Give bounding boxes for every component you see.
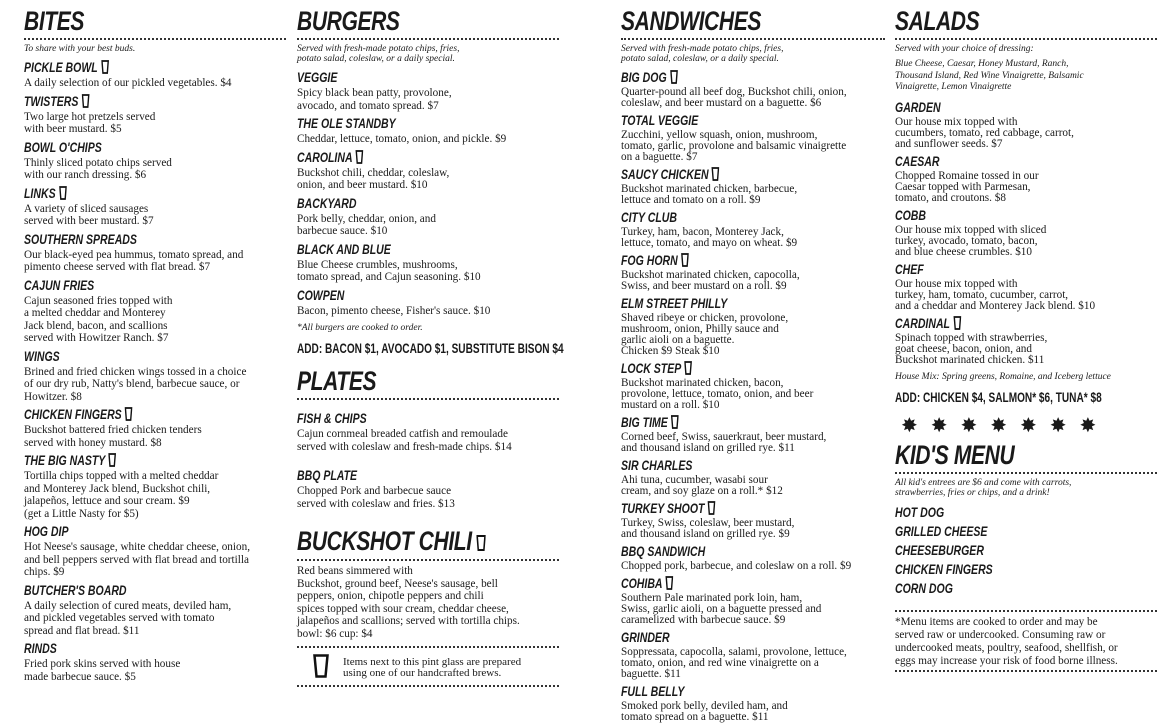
menu-item-name-text: ELM STREET PHILLY xyxy=(621,296,728,311)
menu-item-description: Buckshot marinated chicken, barbecue, lettuce and tomato on a roll. $9 xyxy=(621,183,798,206)
dotted-divider xyxy=(297,559,559,561)
menu-item-description: Buckshot battered fried chicken tenders served with honey mustard. $8 xyxy=(24,424,202,449)
menu-item-name-text: COHIBA xyxy=(621,576,663,591)
bites-tagline: To share with your best buds. xyxy=(24,44,136,54)
pint-legend xyxy=(313,654,559,681)
menu-item xyxy=(621,166,885,206)
menu-item-name xyxy=(24,524,68,539)
menu-item-name xyxy=(621,167,719,184)
menu-item-name-text: RINDS xyxy=(24,641,57,656)
menu-item xyxy=(621,414,885,454)
menu-item-name-text: BBQ SANDWICH xyxy=(621,544,706,559)
menu-item-description: Smoked pork belly, deviled ham, and tomato spread on a baguette. $11 xyxy=(621,700,788,723)
menu-item-name-text: FISH & CHIPS xyxy=(297,411,367,426)
menu-item-name-text: CAROLINA xyxy=(297,149,353,165)
menu-item xyxy=(24,93,286,136)
pint-glass-icon xyxy=(59,186,67,203)
menu-item-name-text: CARDINAL xyxy=(895,315,950,331)
menu-item xyxy=(621,500,885,540)
menu-item-description: Turkey, ham, bacon, Monterey Jack, lettuce, tomato, and mayo on wheat. $9 xyxy=(621,226,798,249)
dotted-divider xyxy=(621,38,885,40)
menu-item-name xyxy=(24,641,57,656)
menu-item-name xyxy=(895,262,924,277)
menu-item-name xyxy=(621,684,684,699)
menu-item-name-text: CAESAR xyxy=(895,153,940,169)
food-safety-disclaimer: *Menu items are cooked to order and may be served raw or undercooked. Consuming raw or undercooked meats, poultry, seafood, shellfish, or eggs may increase your risk of food borne illness. xyxy=(895,615,1118,667)
menu-item-description: Cheddar, lettuce, tomato, onion, and pickle. $9 xyxy=(297,133,507,145)
menu-item-description: Soppressata, capocolla, salami, provolone, lettuce, tomato, onion, and red wine vinaigrette on a baguette. $11 xyxy=(621,646,847,680)
chili-description: Red beans simmered with Buckshot, ground beef, Neese's sausage, bell peppers, onion, chipotle peppers and chili spices topped with sour cream, cheddar cheese, jalapeños and scallions; served with tortilla chips. bowl: $6 cup: $4 xyxy=(297,565,520,640)
kids-menu-item: CORN DOG xyxy=(895,580,953,596)
menu-item-name xyxy=(297,468,357,483)
menu-item-name xyxy=(621,630,670,645)
menu-item-description: Buckshot chili, cheddar, coleslaw, onion, and beer mustard. $10 xyxy=(297,166,450,191)
section-title-kids: KID'S MENU xyxy=(895,439,1015,470)
burgers-add-ons: ADD: BACON $1, AVOCADO $1, SUBSTITUTE BISON $4 xyxy=(297,340,564,356)
menu-item-description: A daily selection of cured meats, deviled ham, and pickled vegetables served with tomato spread and flat bread. $11 xyxy=(24,599,232,637)
dotted-divider xyxy=(895,610,1157,612)
menu-item-description: Bacon, pimento cheese, Fisher's sauce. $10 xyxy=(297,304,491,317)
menu-item-name xyxy=(297,288,344,303)
menu-item-description: Our house mix topped with sliced turkey, avocado, tomato, bacon, and blue cheese crumbles. $10 xyxy=(895,223,1047,258)
menu-item-name xyxy=(895,316,961,333)
pint-glass-icon xyxy=(708,501,716,518)
burgers-column xyxy=(297,6,564,691)
menu-item-name xyxy=(24,453,116,470)
menu-item xyxy=(297,149,559,192)
menu-item-name xyxy=(24,94,89,111)
menu-item-name xyxy=(297,116,396,131)
menu-item-name xyxy=(24,232,137,247)
menu-item-name xyxy=(297,150,363,167)
menu-item-name-text: BUTCHER'S BOARD xyxy=(24,582,127,598)
menu-item xyxy=(621,295,885,357)
menu-item xyxy=(297,287,559,318)
kids-menu-item: HOT DOG xyxy=(895,504,945,520)
pint-glass-icon xyxy=(125,407,133,424)
plates-list xyxy=(297,410,559,510)
menu-item xyxy=(24,277,286,345)
menu-item-description: Chopped pork, barbecue, and coleslaw on a roll. $9 xyxy=(621,560,852,572)
dotted-divider xyxy=(297,646,559,648)
pint-glass-icon xyxy=(671,415,679,432)
menu-item-name xyxy=(895,154,939,169)
menu-item xyxy=(297,467,559,510)
menu-item-name xyxy=(297,411,367,426)
menu-item-name-text: GRINDER xyxy=(621,630,670,645)
menu-item-name xyxy=(621,113,698,128)
kids-menu-item: CHEESEBURGER xyxy=(895,542,984,558)
menu-item xyxy=(621,629,885,680)
menu-item-name-text: COBB xyxy=(895,207,927,223)
menu-item-description: Spicy black bean patty, provolone, avocado, and tomato spread. $7 xyxy=(297,87,452,112)
menu-item-description: Zucchini, yellow squash, onion, mushroom, tomato, garlic, provolone and balsamic vinaigrette on a baguette. $7 xyxy=(621,129,847,163)
menu-item xyxy=(24,348,286,404)
menu-item-name-text: BIG DOG xyxy=(621,70,667,85)
kids-tagline: All kid's entrees are $6 and come with carrots, strawberries, fries or chips, and a drink! xyxy=(895,477,1072,498)
menu-item-name-text: TOTAL VEGGIE xyxy=(621,113,699,128)
dotted-divider xyxy=(297,398,559,400)
menu-item xyxy=(24,185,286,228)
menu-item-name-text: TURKEY SHOOT xyxy=(621,501,705,516)
menu-item xyxy=(24,139,286,182)
menu-item-description: Shaved ribeye or chicken, provolone, mushroom, onion, Philly sauce and garlic aioli on a baguette. Chicken $9 Steak $10 xyxy=(621,312,789,357)
menu-item xyxy=(621,112,885,163)
menu-item-description: Our house mix topped with turkey, ham, tomato, cucumber, carrot, and a cheddar and Monterey Jack blend. $10 xyxy=(895,277,1096,312)
menu-item-name-text: FOG HORN xyxy=(621,253,678,268)
sandwiches-list xyxy=(621,69,885,723)
menu-item xyxy=(621,543,885,572)
salads-house-mix-note: House Mix: Spring greens, Romaine, and Iceberg lettuce xyxy=(895,371,1111,382)
menu-item xyxy=(895,153,1157,204)
menu-item xyxy=(24,452,286,520)
menu-item-name-text: LINKS xyxy=(24,185,56,201)
sandwiches-tagline: Served with fresh-made potato chips, fries, potato salad, coleslaw, or a daily special. xyxy=(621,44,784,64)
menu-item xyxy=(621,457,885,497)
bites-column xyxy=(24,6,286,686)
menu-item xyxy=(895,99,1157,150)
menu-item-description: Tortilla chips topped with a melted cheddar and Monterey Jack blend, Buckshot chili, jalapeños, lettuce and sour cream. $9 (get a Little Nasty for $5) xyxy=(24,470,219,520)
menu-item xyxy=(24,59,286,90)
menu-item-name xyxy=(621,501,715,518)
kids-menu-item: GRILLED CHEESE xyxy=(895,523,988,539)
menu-item-description: Our house mix topped with cucumbers, tomato, red cabbage, carrot, and sunflower seeds. $7 xyxy=(895,115,1074,150)
menu-item-name-text: BIG TIME xyxy=(621,415,668,430)
menu-item-description: Spinach topped with strawberries, goat cheese, bacon, onion, and Buckshot marinated chicken. $11 xyxy=(895,331,1048,366)
pint-glass-icon xyxy=(666,576,674,593)
menu-item-name-text: VEGGIE xyxy=(297,70,338,85)
dotted-divider xyxy=(895,38,1157,40)
menu-item xyxy=(24,406,286,449)
pint-glass-icon xyxy=(681,253,689,270)
menu-item-description: Brined and fried chicken wings tossed in a choice of our dry rub, Natty's blend, barbecue sauce, or Howitzer. $8 xyxy=(24,365,247,403)
menu-item-description: Blue Cheese crumbles, mushrooms, tomato spread, and Cajun seasoning. $10 xyxy=(297,258,481,283)
pint-glass-icon xyxy=(712,167,720,184)
menu-item-name xyxy=(24,186,67,203)
menu-item-name-text: HOG DIP xyxy=(24,524,69,539)
menu-item-description: Our black-eyed pea hummus, tomato spread, and pimento cheese served with flat bread. $7 xyxy=(24,248,244,273)
menu-item-name xyxy=(24,407,133,424)
section-title-plates: PLATES xyxy=(297,366,377,396)
menu-item-name-text: SIR CHARLES xyxy=(621,458,693,473)
menu-item-name xyxy=(24,60,109,77)
menu-item-name-text: THE BIG NASTY xyxy=(24,453,106,468)
menu-item-description: Fried pork skins served with house made barbecue sauce. $5 xyxy=(24,658,181,683)
menu-item-description: Buckshot marinated chicken, capocolla, Swiss, and beer mustard on a roll. $9 xyxy=(621,269,800,292)
menu-item xyxy=(297,115,559,146)
menu-item-name xyxy=(895,100,941,115)
menu-item-description: A daily selection of our pickled vegetables. $4 xyxy=(24,77,232,89)
menu-item xyxy=(621,360,885,411)
menu-item-description: Southern Pale marinated pork loin, ham, Swiss, garlic aioli, on a baguette pressed and caramelized with barbecue sauce. $9 xyxy=(621,592,822,626)
menu-item xyxy=(24,523,286,579)
menu-item-name xyxy=(297,70,337,85)
section-title-salads: SALADS xyxy=(895,6,980,36)
section-title-burgers: BURGERS xyxy=(297,6,400,36)
menu-item-name-text: TWISTERS xyxy=(24,93,79,109)
menu-item xyxy=(621,252,885,292)
menu-item-description: Buckshot marinated chicken, bacon, provolone, lettuce, tomato, onion, and beer mustard on a roll. $10 xyxy=(621,377,814,411)
kids-menu-item: CHICKEN FINGERS xyxy=(895,561,993,577)
menu-item-name-text: CHICKEN FINGERS xyxy=(24,407,122,422)
menu-item-name xyxy=(621,544,705,559)
burgers-list xyxy=(297,69,559,317)
menu-item-description: Chopped Pork and barbecue sauce served with coleslaw and fries. $13 xyxy=(297,485,455,510)
menu-item-name-text: THE OLE STANDBY xyxy=(297,116,396,131)
pint-glass-icon xyxy=(313,654,329,681)
menu-item-description: Turkey, Swiss, coleslaw, beer mustard, and thousand island on grilled rye. $9 xyxy=(621,517,795,540)
menu-item-name xyxy=(621,253,689,270)
menu-item xyxy=(297,195,559,238)
menu-item xyxy=(24,582,286,638)
salads-dressings: Blue Cheese, Caesar, Honey Mustard, Ranch, Thousand Island, Red Wine Vinaigrette, Balsamic Vinaigrette, Lemon Vinaigrette xyxy=(895,59,1084,92)
menu-item-description: Pork belly, cheddar, onion, and barbecue sauce. $10 xyxy=(297,212,436,237)
sandwiches-column xyxy=(621,6,885,726)
pint-glass-icon xyxy=(684,361,692,378)
menu-item-name-text: SOUTHERN SPREADS xyxy=(24,231,137,247)
star-divider: ✸✸✸✸✸✸✸ xyxy=(901,414,1110,437)
menu-item-name-text: BLACK AND BLUE xyxy=(297,241,391,257)
menu-item-name-text: BBQ PLATE xyxy=(297,468,358,483)
menu-item-name xyxy=(895,208,926,223)
menu-item-name-text: PICKLE BOWL xyxy=(24,60,98,75)
menu-item-name xyxy=(621,361,692,378)
pint-glass-icon xyxy=(101,60,109,77)
pint-glass-icon xyxy=(670,70,678,87)
menu-item xyxy=(621,683,885,723)
menu-item xyxy=(895,315,1157,366)
dotted-divider xyxy=(297,685,559,687)
pint-glass-icon xyxy=(356,150,364,167)
bites-list xyxy=(24,59,286,683)
menu-item-name xyxy=(621,458,692,473)
menu-item xyxy=(297,410,559,453)
pint-legend-text: Items next to this pint glass are prepared using one of our handcrafted brews. xyxy=(343,655,522,679)
menu-item-name xyxy=(621,296,727,311)
dotted-divider xyxy=(297,38,559,40)
section-title-sandwiches: SANDWICHES xyxy=(621,6,762,36)
section-title-bites: BITES xyxy=(24,6,85,36)
menu-item-name xyxy=(621,70,678,87)
pint-glass-icon xyxy=(953,316,961,333)
menu-item-name-text: WINGS xyxy=(24,348,60,364)
menu-item-name-text: LOCK STEP xyxy=(621,361,682,376)
menu-item xyxy=(895,261,1157,312)
menu-item-name xyxy=(24,278,94,293)
menu-item xyxy=(621,575,885,626)
menu-item xyxy=(621,69,885,109)
menu-item-name xyxy=(621,415,679,432)
menu-item-name-text: BOWL O'CHIPS xyxy=(24,139,102,155)
menu-item-description: Ahi tuna, cucumber, wasabi sour cream, and soy glaze on a roll.* $12 xyxy=(621,474,783,497)
menu-item-name-text: CAJUN FRIES xyxy=(24,277,95,293)
menu-item-name xyxy=(24,583,127,598)
menu-item xyxy=(24,231,286,274)
menu-item-name xyxy=(297,242,391,257)
pint-glass-icon xyxy=(476,527,485,557)
menu-item-description: Chopped Romaine tossed in our Caesar topped with Parmesan, tomato, and croutons. $8 xyxy=(895,169,1039,204)
pint-glass-icon xyxy=(108,453,116,470)
menu-item-description: Two large hot pretzels served with beer mustard. $5 xyxy=(24,110,156,135)
menu-item xyxy=(297,241,559,284)
dotted-divider xyxy=(895,472,1157,474)
menu-item-name xyxy=(621,576,673,593)
dotted-divider xyxy=(24,38,286,40)
menu-item-name-text: CITY CLUB xyxy=(621,210,677,225)
salads-add-ons: ADD: CHICKEN $4, SALMON* $6, TUNA* $8 xyxy=(895,388,1102,405)
salads-list xyxy=(895,99,1157,366)
menu-item-description: Cajun seasoned fries topped with a melted cheddar and Monterey Jack blend, bacon, and scallions served with Howitzer Ranch. $7 xyxy=(24,294,173,344)
menu-item xyxy=(297,69,559,112)
menu-item-description: Quarter-pound all beef dog, Buckshot chili, onion, coleslaw, and beer mustard on a baguette. $6 xyxy=(621,86,847,109)
menu-item xyxy=(621,209,885,249)
section-title-chili xyxy=(297,526,486,557)
menu-item-name-text: BACKYARD xyxy=(297,195,357,211)
menu-item-name-text: COWPEN xyxy=(297,287,345,303)
menu-item-description: Thinly sliced potato chips served with our ranch dressing. $6 xyxy=(24,156,172,181)
menu-item-description: Hot Neese's sausage, white cheddar cheese, onion, and bell peppers served with flat bread and tortilla chips. $9 xyxy=(24,541,250,578)
menu-item-name xyxy=(24,140,102,155)
menu-item-description: Corned beef, Swiss, sauerkraut, beer mustard, and thousand island on grilled rye. $11 xyxy=(621,431,827,454)
menu-item-name-text: CHEF xyxy=(895,261,924,277)
chili-title-text: BUCKSHOT CHILI xyxy=(297,526,472,556)
menu-item xyxy=(895,207,1157,258)
menu-item-name xyxy=(24,349,60,364)
menu-item xyxy=(24,640,286,683)
kids-list xyxy=(895,503,1157,598)
menu-item-name-text: FULL BELLY xyxy=(621,684,685,699)
burgers-tagline: Served with fresh-made potato chips, fries, potato salad, coleslaw, or a daily special. xyxy=(297,44,460,64)
menu-item-name xyxy=(297,196,356,211)
dotted-divider xyxy=(895,670,1157,672)
menu-item-description: Cajun cornmeal breaded catfish and remoulade served with coleslaw and fresh-made chips. $14 xyxy=(297,428,512,453)
menu-item-name xyxy=(621,210,677,225)
salads-tagline: Served with your choice of dressing: xyxy=(895,44,1034,54)
salads-column xyxy=(895,6,1157,676)
menu-item-name-text: GARDEN xyxy=(895,99,941,115)
menu-item-description: A variety of sliced sausages served with beer mustard. $7 xyxy=(24,202,154,227)
menu-item-name-text: SAUCY CHICKEN xyxy=(621,167,709,182)
pint-glass-icon xyxy=(82,94,90,111)
burgers-note: *All burgers are cooked to order. xyxy=(297,323,423,333)
